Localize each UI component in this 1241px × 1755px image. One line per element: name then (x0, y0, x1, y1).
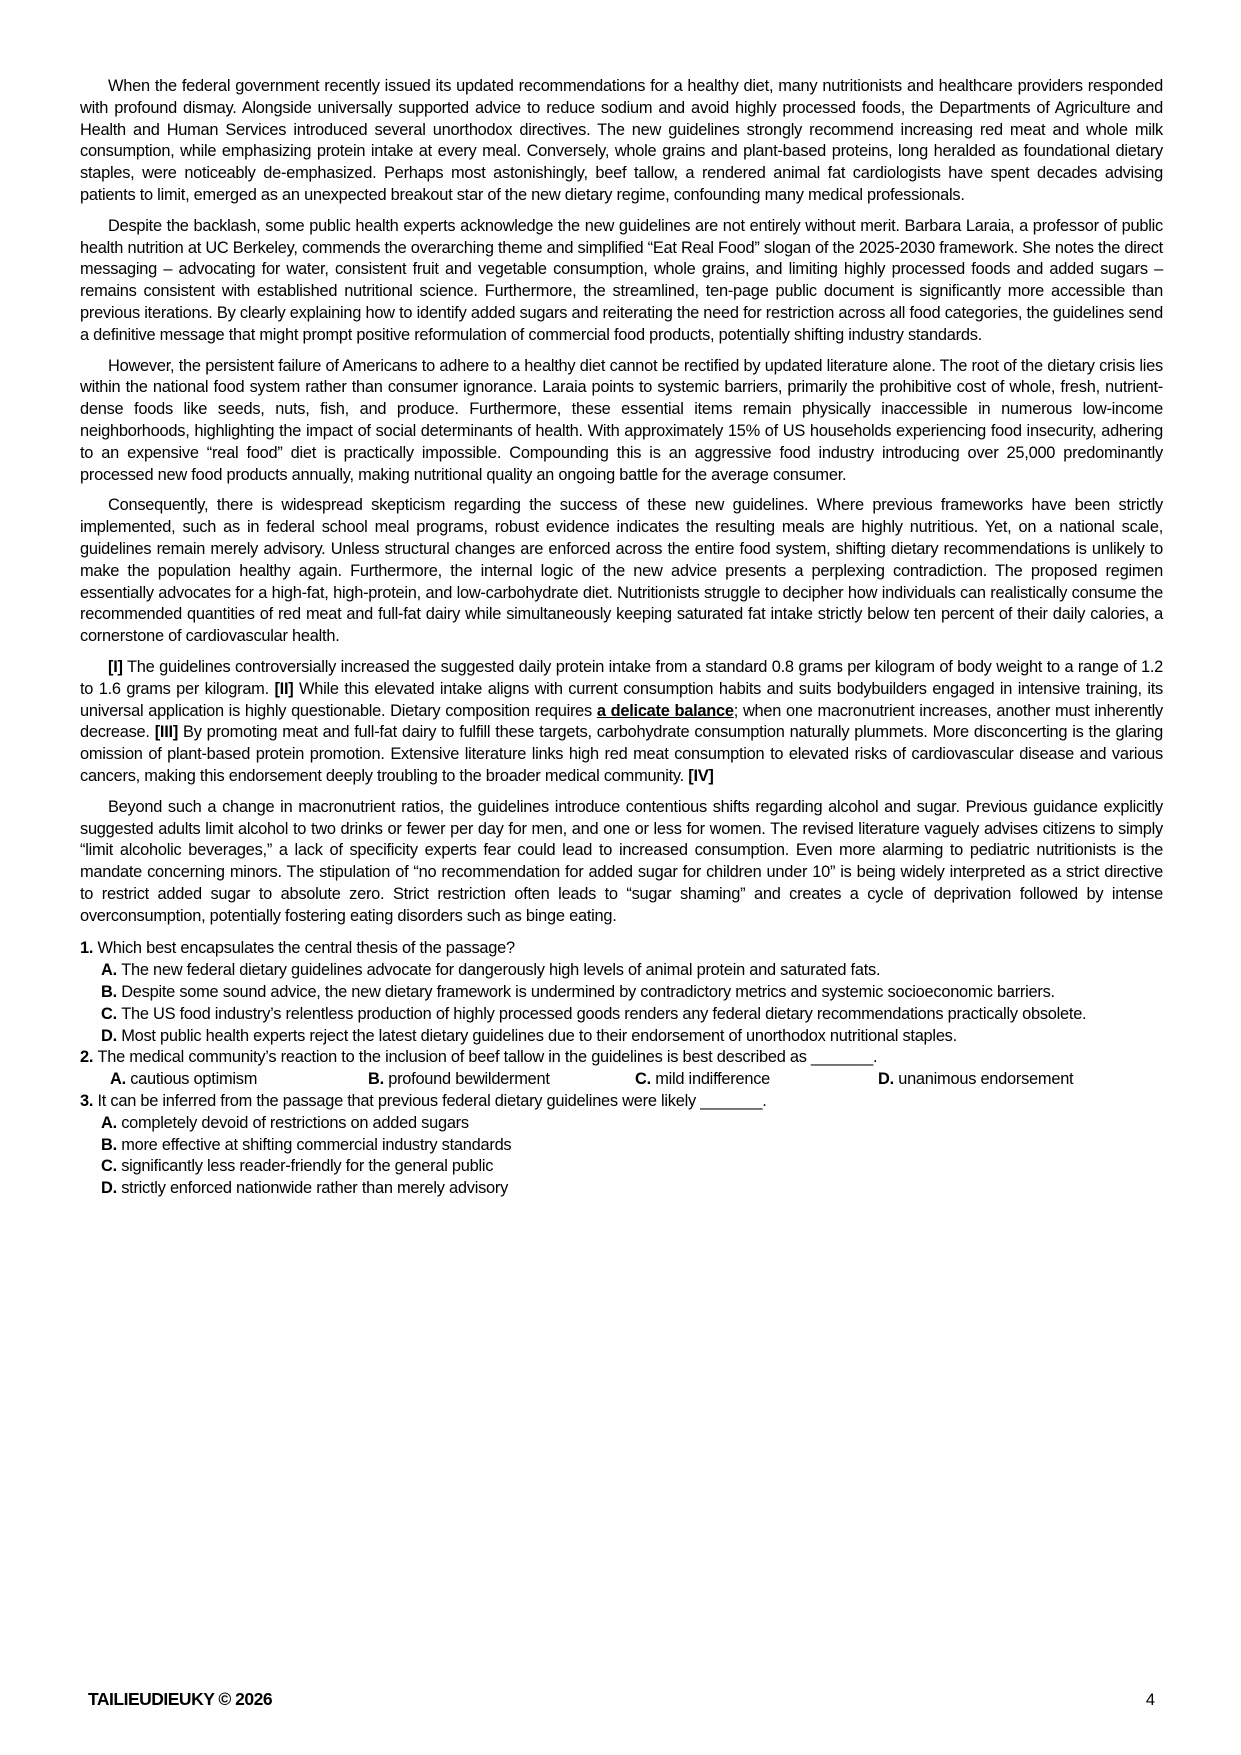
option-letter: A. (101, 1113, 122, 1132)
question-stem (80, 1047, 1163, 1069)
answer-option-c (101, 1004, 1163, 1026)
question-stem (80, 1091, 1163, 1113)
option-letter: A. (110, 1070, 131, 1089)
answer-option-b (101, 982, 1163, 1004)
paragraph-text: The guidelines controversially increased the suggested daily protein intake from a standard 0.8 grams per kilogram of body weight to a range of 1.2 to 1.6 grams per kilogram. (80, 657, 1163, 698)
option-letter: B. (101, 1135, 122, 1154)
page-number: 4 (1145, 1691, 1155, 1709)
page-footer (88, 1689, 1155, 1710)
answer-option-d (101, 1026, 1163, 1048)
emphasized-text: [I] (108, 657, 123, 676)
question-1 (80, 938, 1163, 1047)
option-letter: C. (101, 1157, 122, 1176)
option-text: Most public health experts reject the latest dietary guidelines due to their endorsement of unorthodox nutritional staples. (121, 1026, 957, 1045)
option-letter: B. (101, 983, 122, 1002)
option-letter: C. (101, 1004, 122, 1023)
answer-option-d (101, 1178, 1163, 1200)
paragraph-text: When the federal government recently issued its updated recommendations for a healthy diet, many nutritionists and healthcare providers responded with profound dismay. Alongside universally supported advice to reduce sodium and avoid highly processed foods, the Departments of Agriculture and Health and Human Services introduced several unorthodox directives. The new guidelines strongly recommend increasing red meat and whole milk consumption, while emphasizing protein intake at every meal. Conversely, whole grains and plant-based proteins, long heralded as foundational dietary staples, were noticeably de-emphasized. Perhaps most astonishingly, beef tallow, a rendered animal fat cardiologists have spent decades advising patients to limit, emerged as an unexpected breakout star of the new dietary regime, confounding many medical professionals. (80, 77, 1163, 204)
paragraph (80, 216, 1163, 347)
paragraph (80, 356, 1163, 487)
answer-option-b (368, 1069, 635, 1091)
option-letter: D. (101, 1179, 122, 1198)
option-text: completely devoid of restrictions on added sugars (121, 1113, 469, 1132)
paragraph (80, 76, 1163, 207)
paragraph-text: Consequently, there is widespread skepticism regarding the success of these new guidelines. Where previous frameworks have been strictly implemented, such as in federal school meal programs, robust evidence indicates the resulting meals are highly nutritious. Yet, on a national scale, guidelines remain merely advisory. Unless structural changes are enforced across the entire food system, shifting dietary recommendations is unlikely to make the population healthy again. Furthermore, the internal logic of the new advice presents a perplexing contradiction. The proposed regimen essentially advocates for a high-fat, high-protein, and low-carbohydrate diet. Nutritionists struggle to decipher how individuals can realistically consume the recommended quantities of red meat and full-fat dairy while simultaneously keeping saturated fat intake strictly below ten percent of their daily calories, a cornerstone of cardiovascular health. (80, 496, 1163, 646)
paragraph-text: By promoting meat and full-fat dairy to fulfill these targets, carbohydrate consumption naturally plummets. More disconcerting is the glaring omission of plant-based protein promotion. Extensive literature links high red meat consumption to elevated risks of cardiovascular disease and various cancers, making this endorsement deeply troubling to the broader medical community. (80, 723, 1163, 785)
paragraph-text: While this elevated intake aligns with current consumption habits and suits bodybuilders engaged in intensive training, its universal application is highly questionable. Dietary composition requires (80, 679, 1163, 720)
option-text: cautious optimism (130, 1070, 258, 1089)
answer-option-c (101, 1156, 1163, 1178)
option-text: strictly enforced nationwide rather than merely advisory (121, 1179, 509, 1198)
answer-option-d (878, 1069, 1163, 1091)
passage (80, 76, 1163, 927)
paragraph (80, 657, 1163, 788)
emphasized-text: a delicate balance (596, 701, 734, 720)
question-number: 3. (80, 1092, 98, 1111)
question-stem (80, 938, 1163, 960)
question-3 (80, 1091, 1163, 1200)
option-text: profound bewilderment (388, 1070, 550, 1089)
option-letter: B. (368, 1070, 389, 1089)
question-number: 1. (80, 939, 98, 958)
paragraph-text: Beyond such a change in macronutrient ratios, the guidelines introduce contentious shifts regarding alcohol and sugar. Previous guidance explicitly suggested adults limit alcohol to two drinks or fewer per day for men, and one or less for women. The revised literature vaguely advises citizens to simply “limit alcoholic beverages,” a lack of specificity experts fear could lead to increased consumption. Even more alarming to pediatric nutritionists is the mandate concerning minors. The stipulation of “no recommendation for added sugar for children under 10” is being widely interpreted as a strict directive to restrict added sugar to absolute zero. Strict restriction often leads to “sugar shaming” and creates a cycle of deprivation followed by intense overconsumption, potentially fostering eating disorders such as binge eating. (80, 797, 1163, 925)
option-letter: D. (101, 1026, 122, 1045)
paragraph (80, 495, 1163, 648)
answer-option-a (101, 1113, 1163, 1135)
emphasized-text: [III] (154, 723, 179, 742)
option-text: The new federal dietary guidelines advocate for dangerously high levels of animal protein and saturated fats. (121, 961, 881, 980)
paragraph (80, 797, 1163, 928)
question-text: The medical community’s reaction to the inclusion of beef tallow in the guidelines is best described as _______. (97, 1048, 878, 1067)
emphasized-text: [IV] (688, 766, 714, 785)
question-2 (80, 1047, 1163, 1091)
question-number: 2. (80, 1048, 98, 1067)
option-text: The US food industry’s relentless production of highly processed goods renders any federal dietary recommendations practically obsolete. (121, 1004, 1087, 1023)
option-letter: A. (101, 961, 122, 980)
option-letter: C. (635, 1070, 656, 1089)
answer-options-row (101, 1069, 1163, 1091)
answer-option-a (110, 1069, 368, 1091)
emphasized-text: [II] (274, 679, 294, 698)
paragraph-text: However, the persistent failure of Americans to adhere to a healthy diet cannot be rectified by updated literature alone. The root of the dietary crisis lies within the national food system rather than consumer ignorance. Laraia points to systemic barriers, primarily the prohibitive cost of whole, fresh, nutrient-dense foods like seeds, nuts, fish, and produce. Furthermore, these essential items remain physically inaccessible in numerous low-income neighborhoods, highlighting the impact of social determinants of health. With approximately 15% of US households experiencing food insecurity, adhering to an expensive “real food” diet is practically impossible. Compounding this is an aggressive food industry introducing over 25,000 predominantly processed new food products annually, making nutritional quality an ongoing battle for the average consumer. (80, 356, 1163, 484)
option-text: unanimous endorsement (898, 1070, 1074, 1089)
option-text: significantly less reader-friendly for the general public (121, 1157, 494, 1176)
option-text: Despite some sound advice, the new dietary framework is undermined by contradictory metrics and systemic socioeconomic barriers. (121, 983, 1055, 1002)
paragraph-text: ; when one macronutrient increases, another must inherently decrease. (80, 701, 1163, 742)
question-text: It can be inferred from the passage that previous federal dietary guidelines were likely _______. (97, 1092, 767, 1111)
option-text: mild indifference (655, 1070, 771, 1089)
option-letter: D. (878, 1070, 899, 1089)
question-text: Which best encapsulates the central thesis of the passage? (97, 939, 515, 958)
answer-option-a (101, 960, 1163, 982)
option-text: more effective at shifting commercial industry standards (121, 1135, 512, 1154)
questions (80, 938, 1163, 1200)
answer-option-b (101, 1135, 1163, 1157)
footer-brand: TAILIEUDIEUKY © 2026 (88, 1689, 273, 1709)
answer-option-c (635, 1069, 878, 1091)
paragraph-text: Despite the backlash, some public health experts acknowledge the new guidelines are not entirely without merit. Barbara Laraia, a professor of public health nutrition at UC Berkeley, commends the overarching theme and simplified “Eat Real Food” slogan of the 2025-2030 framework. She notes the direct messaging – advocating for water, consistent fruit and vegetable consumption, whole grains, and limiting highly processed foods and added sugars – remains consistent with established nutritional science. Furthermore, the streamlined, ten-page public document is significantly more accessible than previous iterations. By clearly explaining how to identify added sugars and reiterating the need for restriction across all food categories, the guidelines send a definitive message that might prompt positive reformulation of commercial food products, potentially shifting industry standards. (80, 216, 1163, 344)
